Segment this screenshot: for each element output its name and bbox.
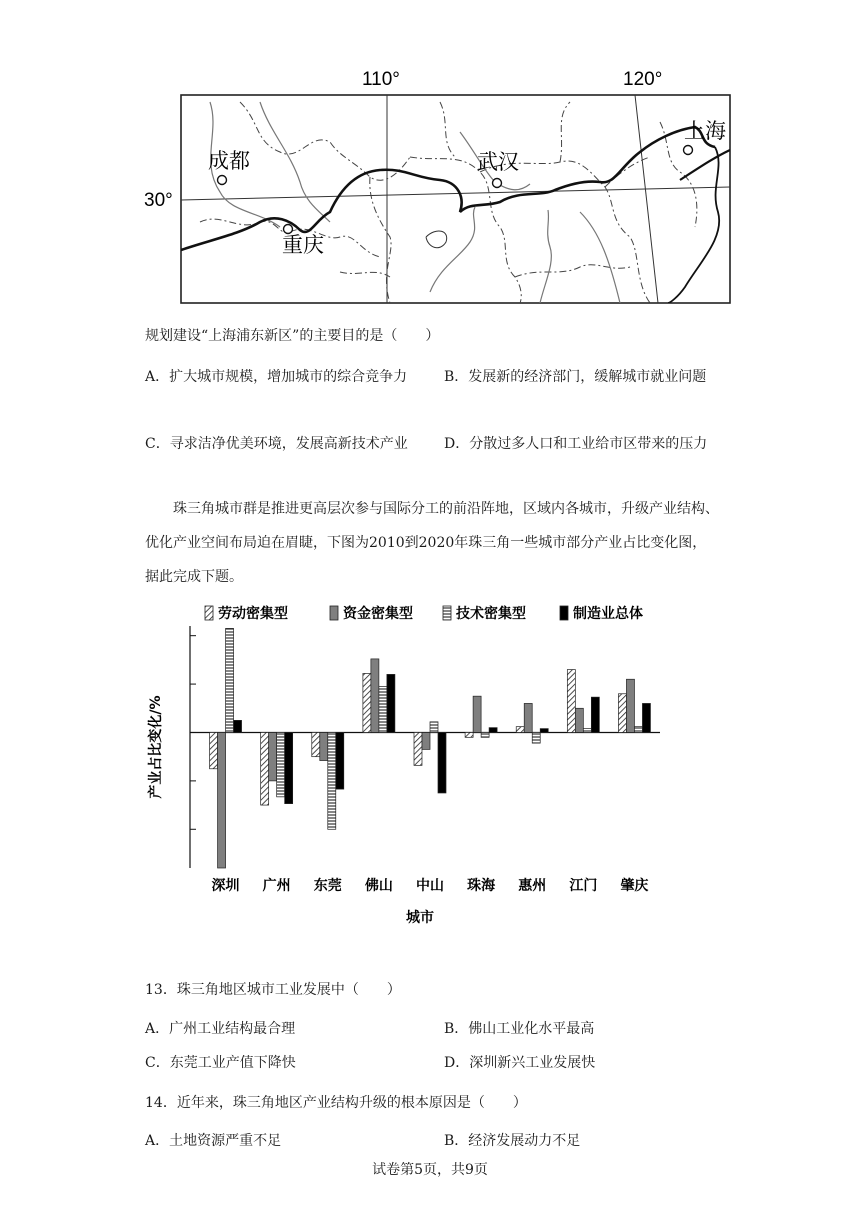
bar-技术密集型-佛山 <box>379 687 387 733</box>
x-tick-label: 肇庆 <box>620 878 649 894</box>
bar-劳动密集型-广州 <box>261 732 269 805</box>
legend-swatch <box>560 606 568 620</box>
bar-技术密集型-广州 <box>277 732 285 796</box>
x-tick-label: 深圳 <box>211 878 240 894</box>
bar-技术密集型-中山 <box>430 722 438 733</box>
q14-stem: 14．近年来，珠三角地区产业结构升级的根本原因是（ ） <box>145 1095 527 1111</box>
bar-劳动密集型-东莞 <box>312 732 320 756</box>
bar-资金密集型-珠海 <box>473 696 481 732</box>
bar-制造业总体-中山 <box>438 732 446 793</box>
longitude-label-110: 110° <box>362 69 400 90</box>
q12-option-d[interactable]: D．分散过多人口和工业给市区带来的压力 <box>444 436 708 452</box>
wuhan-marker <box>493 179 502 188</box>
y-axis-label: 产业占比变化/% <box>148 695 164 799</box>
industry-change-chart <box>140 598 680 928</box>
bar-制造业总体-肇庆 <box>642 703 650 732</box>
bar-劳动密集型-惠州 <box>516 727 524 733</box>
bar-资金密集型-佛山 <box>371 659 379 733</box>
city-label-chengdu: 成都 <box>208 149 250 173</box>
legend-label: 技术密集型 <box>456 606 526 622</box>
bar-制造业总体-珠海 <box>489 728 497 733</box>
bar-劳动密集型-深圳 <box>210 732 218 768</box>
bar-技术密集型-江门 <box>583 729 591 733</box>
q12-option-b[interactable]: B．发展新的经济部门，缓解城市就业问题 <box>444 369 707 385</box>
bar-技术密集型-惠州 <box>532 732 540 743</box>
bar-资金密集型-东莞 <box>320 732 328 760</box>
legend-label: 资金密集型 <box>343 606 413 622</box>
latitude-label-30: 30° <box>144 190 173 211</box>
q14-option-a[interactable]: A．土地资源严重不足 <box>145 1133 282 1149</box>
x-tick-label: 江门 <box>569 878 598 894</box>
bar-制造业总体-江门 <box>591 697 599 732</box>
bar-资金密集型-中山 <box>422 732 430 749</box>
q12-option-a[interactable]: A．扩大城市规模，增加城市的综合竞争力 <box>145 369 408 385</box>
chengdu-marker <box>218 176 227 185</box>
map-frame <box>181 95 730 303</box>
legend-swatch <box>205 606 213 620</box>
x-tick-label: 中山 <box>416 878 444 894</box>
passage-text: 珠三角城市群是推进更高层次参与国际分工的前沿阵地，区域内各城市，升级产业结构、优化产业空间布局迫在眉睫，下图为2010到2020年珠三角一些城市部分产业占比变化图，据此完成下题。 <box>145 501 719 585</box>
x-tick-label: 东莞 <box>313 878 342 894</box>
bar-劳动密集型-中山 <box>414 732 422 765</box>
q12-option-c[interactable]: C．寻求洁净优美环境，发展高新技术产业 <box>145 436 408 452</box>
x-tick-label: 广州 <box>262 878 291 894</box>
bar-劳动密集型-江门 <box>567 670 575 733</box>
bar-资金密集型-惠州 <box>524 703 532 732</box>
q13-option-d[interactable]: D．深圳新兴工业发展快 <box>444 1055 596 1071</box>
q13-option-b[interactable]: B．佛山工业化水平最高 <box>444 1021 595 1037</box>
yangtze-river-map <box>140 62 740 312</box>
bar-制造业总体-佛山 <box>387 674 395 732</box>
q13-stem: 13．珠三角地区城市工业发展中（ ） <box>145 982 401 998</box>
bar-制造业总体-惠州 <box>540 729 548 733</box>
legend-label: 制造业总体 <box>573 606 643 622</box>
shanghai-marker <box>684 146 693 155</box>
q13-option-a[interactable]: A．广州工业结构最合理 <box>145 1021 296 1037</box>
city-label-chongqing: 重庆 <box>282 233 324 257</box>
q13-option-c[interactable]: C．东莞工业产值下降快 <box>145 1055 296 1071</box>
bar-资金密集型-广州 <box>269 732 277 780</box>
bar-制造业总体-深圳 <box>234 720 242 732</box>
bar-制造业总体-广州 <box>285 732 293 803</box>
bar-技术密集型-深圳 <box>226 628 234 732</box>
bar-技术密集型-东莞 <box>328 732 336 829</box>
x-tick-label: 惠州 <box>518 878 547 894</box>
bar-资金密集型-深圳 <box>218 732 226 868</box>
longitude-label-120: 120° <box>623 69 663 90</box>
legend-label: 劳动密集型 <box>218 606 288 622</box>
bar-资金密集型-肇庆 <box>626 679 634 732</box>
x-tick-label: 佛山 <box>364 878 393 894</box>
bar-劳动密集型-珠海 <box>465 732 473 737</box>
bar-技术密集型-肇庆 <box>634 727 642 733</box>
city-label-shanghai: 上海 <box>684 119 726 143</box>
bar-资金密集型-江门 <box>575 708 583 732</box>
bar-制造业总体-东莞 <box>336 732 344 789</box>
x-axis-label: 城市 <box>406 910 434 926</box>
bar-技术密集型-珠海 <box>481 732 489 737</box>
bar-劳动密集型-肇庆 <box>618 694 626 733</box>
bar-劳动密集型-佛山 <box>363 673 371 732</box>
city-label-wuhan: 武汉 <box>477 150 519 174</box>
q12-stem: 规划建设“上海浦东新区”的主要目的是（ ） <box>145 328 440 344</box>
q14-option-b[interactable]: B．经济发展动力不足 <box>444 1133 581 1149</box>
x-tick-label: 珠海 <box>467 878 496 894</box>
legend-swatch <box>330 606 338 620</box>
page-footer: 试卷第5页，共9页 <box>372 1162 488 1178</box>
legend-swatch <box>443 606 451 620</box>
